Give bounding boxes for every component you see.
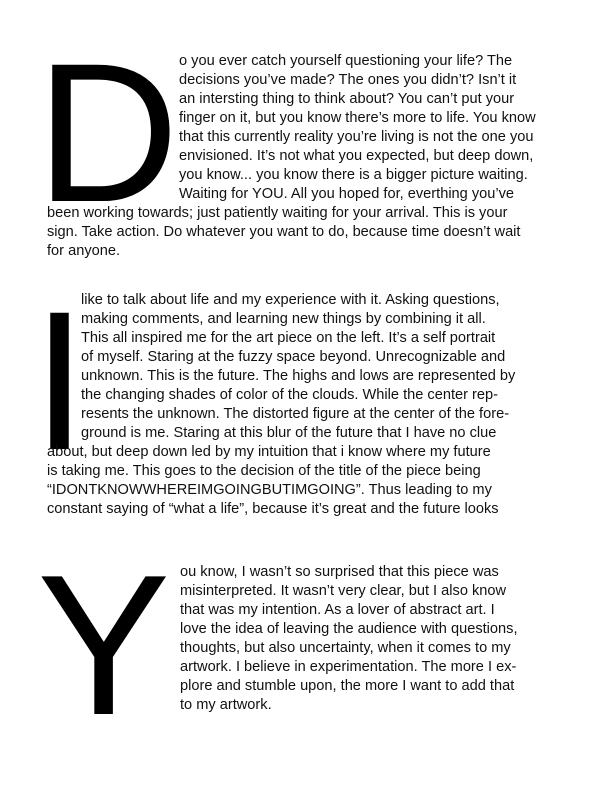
- paragraph-1-line: you know... you know there is a bigger picture waiting.: [179, 167, 528, 183]
- paragraph-2-line: like to talk about life and my experience with it. Asking questions,: [81, 292, 500, 308]
- paragraph-3-line: that was my intention. As a lover of abstract art. I: [180, 602, 495, 618]
- paragraph-1-line: finger on it, but you know there’s more to life. You know: [179, 110, 536, 126]
- paragraph-1-line: decisions you’ve made? The ones you didn’t? Isn’t it: [179, 72, 517, 88]
- paragraph-2-line: is taking me. This goes to the decision of the title of the piece being: [47, 463, 481, 479]
- paragraph-2-line: “IDONTKNOWWHEREIMGOINGBUTIMGOING”. Thus leading to my: [47, 482, 492, 498]
- paragraph-2-line: about, but deep down led by my intuition that i know where my future: [47, 444, 491, 460]
- paragraph-2-line: ground is me. Staring at this blur of the future that I have no clue: [81, 425, 497, 441]
- paragraph-1-line: an intersting thing to think about? You can’t put your: [179, 91, 515, 107]
- paragraph-3-line: love the idea of leaving the audience with questions,: [180, 621, 518, 637]
- paragraph-3-line: thoughts, but also uncertainty, when it comes to my: [180, 640, 511, 656]
- paragraph-2-line: constant saying of “what a life”, because it’s great and the future looks: [47, 501, 499, 517]
- drop-cap-y: Y: [37, 534, 171, 757]
- paragraph-1-line: sign. Take action. Do whatever you want to do, because time doesn’t wait: [47, 224, 521, 240]
- paragraph-2-line: resents the unknown. The distorted figure at the center of the fore-: [81, 406, 510, 422]
- paragraph-3-line: to my artwork.: [180, 697, 272, 713]
- paragraph-1-line: that this currently reality you’re living is not the one you: [179, 129, 534, 145]
- paragraph-1-line: envisioned. It’s not what you expected, but deep down,: [179, 148, 534, 164]
- paragraph-2-line: unknown. This is the future. The highs and lows are represented by: [81, 368, 516, 384]
- paragraph-1-line: o you ever catch yourself questioning your life? The: [179, 53, 513, 69]
- paragraph-1-line: Waiting for YOU. All you hoped for, everthing you’ve: [179, 186, 515, 202]
- paragraph-1-line: been working towards; just patiently waiting for your arrival. This is your: [47, 205, 508, 221]
- paragraph-2-line: of myself. Staring at the fuzzy space beyond. Unrecognizable and: [81, 349, 506, 365]
- drop-cap-d: D: [36, 22, 179, 243]
- paragraph-3-line: misinterpreted. It wasn’t very clear, but I also know: [180, 583, 507, 599]
- paragraph-3-line: artwork. I believe in experimentation. The more I ex-: [180, 659, 517, 675]
- drop-cap-i: I: [32, 270, 88, 491]
- paragraph-3-line: ou know, I wasn’t so surprised that this piece was: [180, 564, 499, 580]
- paragraph-2-line: the changing shades of color of the clouds. While the center rep-: [81, 387, 498, 403]
- paragraph-1-line: for anyone.: [47, 243, 121, 259]
- paragraph-2-line: making comments, and learning new things by combining it all.: [81, 311, 486, 327]
- paragraph-3-line: plore and stumble upon, the more I want to add that: [180, 678, 515, 694]
- paragraph-2-line: This all inspired me for the art piece on the left. It’s a self portrait: [81, 330, 496, 346]
